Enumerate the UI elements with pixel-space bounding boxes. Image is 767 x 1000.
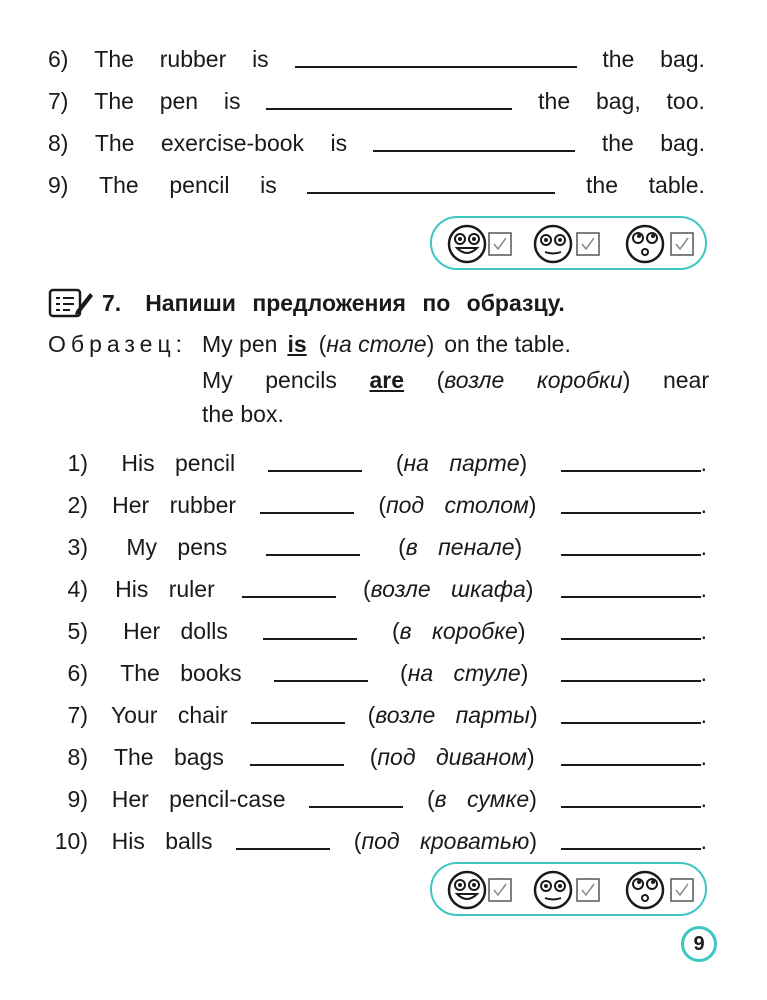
- exercise-item-row: 6) The books (на стуле) .: [48, 656, 707, 690]
- answer-blank[interactable]: [561, 554, 701, 556]
- neutral-face-icon: [532, 869, 574, 911]
- sentence-row: 7) The pen is the bag, too.: [48, 87, 705, 114]
- answer-blank[interactable]: [561, 596, 701, 598]
- sample-line-3: the box.: [202, 400, 284, 427]
- page-number: 9: [681, 926, 717, 962]
- item-number: 10): [54, 827, 88, 854]
- sentence-row: 8) The exercise-book is the bag.: [48, 129, 705, 156]
- sample-verb: are: [369, 366, 405, 393]
- item-number: 5): [67, 617, 88, 644]
- confused-face-icon: [624, 869, 666, 911]
- exercise-item-row: 2) Her rubber (под столом) .: [48, 488, 707, 522]
- item-number: 8): [67, 743, 88, 770]
- item-number: 7): [67, 701, 88, 728]
- exercise-item-row: 1) His pencil (на парте) .: [48, 446, 707, 480]
- item-hint: (на стуле): [400, 659, 529, 686]
- sentence-row: 9) The pencil is the table.: [48, 171, 705, 198]
- verb-blank[interactable]: [266, 554, 360, 556]
- item-subject: The books: [120, 659, 242, 686]
- verb-blank[interactable]: [251, 722, 345, 724]
- exercise-item-row: 5) Her dolls (в коробке) .: [48, 614, 707, 648]
- item-number: 3): [67, 533, 88, 560]
- item-subject: Her rubber: [112, 491, 237, 518]
- item-subject: My pens: [126, 533, 228, 560]
- item-number: 9): [67, 785, 88, 812]
- happy-face-icon: [446, 223, 488, 265]
- item-number: 6): [67, 659, 88, 686]
- answer-blank[interactable]: [561, 764, 701, 766]
- answer-blank[interactable]: [561, 638, 701, 640]
- item-hint: (возле шкафа): [363, 575, 534, 602]
- sample-line-1: Образец: My pen is (на столе) on the table.: [48, 330, 571, 357]
- answer-blank[interactable]: [561, 722, 701, 724]
- checkbox-icon[interactable]: [488, 232, 512, 256]
- exercise-item-row: 7) Your chair (возле парты) .: [48, 698, 707, 732]
- answer-blank[interactable]: [373, 150, 575, 152]
- sample-line-2: My pencils are (возле коробки) near: [202, 366, 709, 393]
- checkbox-icon[interactable]: [576, 878, 600, 902]
- confused-face-icon: [624, 223, 666, 265]
- verb-blank[interactable]: [263, 638, 357, 640]
- answer-blank[interactable]: [295, 66, 577, 68]
- item-number: 4): [67, 575, 88, 602]
- verb-blank[interactable]: [268, 470, 362, 472]
- item-hint: (под кроватью): [353, 827, 537, 854]
- item-number: 8): [48, 129, 69, 156]
- item-hint: (возле парты): [367, 701, 538, 728]
- verb-blank[interactable]: [260, 512, 354, 514]
- item-subject: The bags: [113, 743, 224, 770]
- checkbox-icon[interactable]: [670, 878, 694, 902]
- answer-blank[interactable]: [266, 108, 512, 110]
- item-subject: His pencil: [121, 449, 236, 476]
- item-number: 6): [48, 45, 69, 72]
- item-number: 7): [48, 87, 69, 114]
- item-subject: His balls: [111, 827, 213, 854]
- item-number: 9): [48, 171, 69, 198]
- exercise-item-row: 8) The bags (под диваном) .: [48, 740, 707, 774]
- item-subject: His ruler: [115, 575, 215, 602]
- answer-blank[interactable]: [561, 806, 701, 808]
- answer-blank[interactable]: [561, 680, 701, 682]
- exercise-item-row: 9) Her pencil-case (в сумке) .: [48, 782, 707, 816]
- exercise-item-row: 4) His ruler (возле шкафа) .: [48, 572, 707, 606]
- self-assessment-box: [430, 862, 707, 916]
- item-subject: Her dolls: [123, 617, 228, 644]
- sample-label: Образец:: [48, 330, 188, 357]
- sample-verb: is: [287, 330, 307, 357]
- self-assessment-box: [430, 216, 707, 270]
- neutral-face-icon: [532, 223, 574, 265]
- happy-face-icon: [446, 869, 488, 911]
- checkbox-icon[interactable]: [488, 878, 512, 902]
- exercise-item-row: 10) His balls (под кроватью) .: [48, 824, 707, 858]
- answer-blank[interactable]: [307, 192, 555, 194]
- verb-blank[interactable]: [236, 848, 330, 850]
- item-hint: (в сумке): [426, 785, 537, 812]
- answer-blank[interactable]: [561, 512, 701, 514]
- exercise-title: Напиши предложения по образцу.: [145, 289, 565, 316]
- item-subject: Her pencil-case: [111, 785, 286, 812]
- item-hint: (на парте): [395, 449, 528, 476]
- exercise-heading: [48, 286, 565, 320]
- answer-blank[interactable]: [561, 848, 701, 850]
- item-number: 1): [67, 449, 88, 476]
- item-hint: (под диваном): [369, 743, 535, 770]
- item-subject: Your chair: [110, 701, 228, 728]
- checkbox-icon[interactable]: [670, 232, 694, 256]
- exercise-number: 7.: [102, 289, 122, 316]
- item-number: 2): [67, 491, 88, 518]
- sentence-row: 6) The rubber is the bag.: [48, 45, 705, 72]
- verb-blank[interactable]: [309, 806, 403, 808]
- verb-blank[interactable]: [250, 764, 344, 766]
- verb-blank[interactable]: [274, 680, 368, 682]
- writing-task-icon: [48, 287, 94, 319]
- item-hint: (в коробке): [391, 617, 526, 644]
- item-hint: (под столом): [378, 491, 537, 518]
- verb-blank[interactable]: [242, 596, 336, 598]
- item-hint: (в пенале): [398, 533, 523, 560]
- answer-blank[interactable]: [561, 470, 701, 472]
- exercise-item-row: 3) My pens (в пенале) .: [48, 530, 707, 564]
- checkbox-icon[interactable]: [576, 232, 600, 256]
